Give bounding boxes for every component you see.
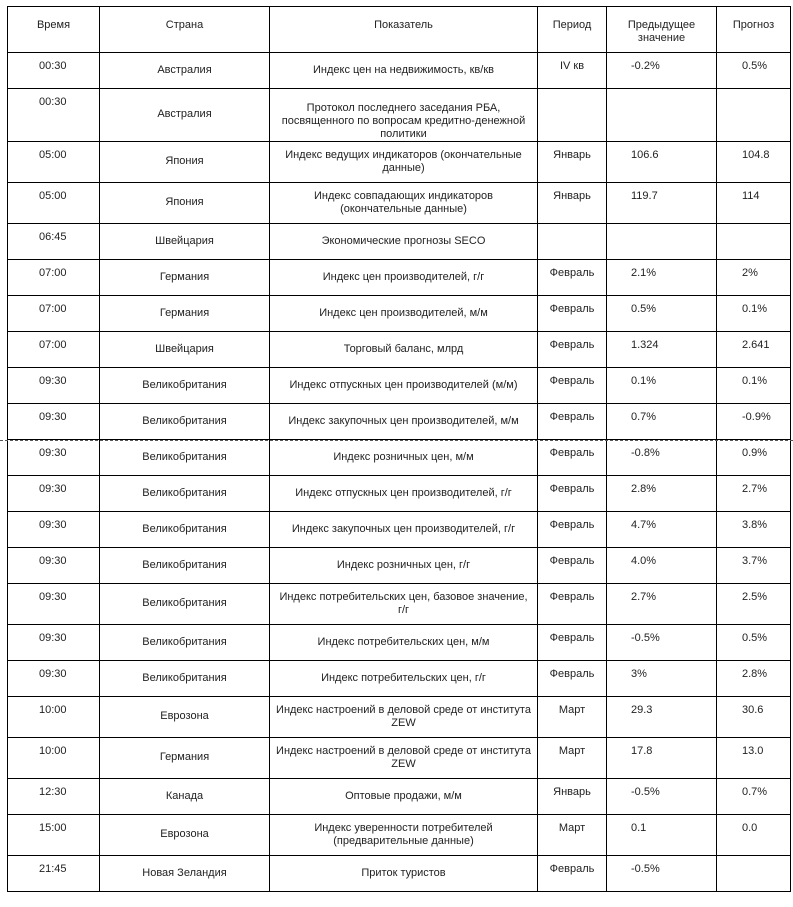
row-indicator: Индекс цен производителей, м/м <box>270 296 538 332</box>
row-country: Великобритания <box>100 476 270 512</box>
row-previous: -0.5% <box>607 625 717 661</box>
row-country: Япония <box>100 142 270 183</box>
row-indicator: Индекс настроений в деловой среде от института ZEW <box>270 697 538 738</box>
row-previous: -0.5% <box>607 856 717 892</box>
row-period: Январь <box>538 142 607 183</box>
row-indicator: Индекс потребительских цен, базовое значение, г/г <box>270 584 538 625</box>
header-time: Время <box>8 7 100 53</box>
row-previous: 0.1 <box>607 815 717 856</box>
row-country: Великобритания <box>100 548 270 584</box>
table-row <box>8 697 791 738</box>
row-indicator: Индекс ведущих индикаторов (окончательные данные) <box>270 142 538 183</box>
row-previous: 119.7 <box>607 183 717 224</box>
table-row <box>8 584 791 625</box>
row-period: Февраль <box>538 584 607 625</box>
row-time: 07:00 <box>8 296 100 332</box>
row-forecast <box>717 856 791 892</box>
row-time: 09:30 <box>8 625 100 661</box>
row-country: Канада <box>100 779 270 815</box>
header-previous: Предыдущее значение <box>607 7 717 53</box>
row-period: Февраль <box>538 625 607 661</box>
table-row <box>8 512 791 548</box>
table-row <box>8 260 791 296</box>
row-previous: 2.8% <box>607 476 717 512</box>
row-time: 05:00 <box>8 142 100 183</box>
row-forecast: 0.1% <box>717 368 791 404</box>
row-indicator: Индекс отпускных цен производителей (м/м) <box>270 368 538 404</box>
header-forecast: Прогноз <box>717 7 791 53</box>
row-forecast: 104.8 <box>717 142 791 183</box>
row-forecast: 3.7% <box>717 548 791 584</box>
row-country: Япония <box>100 183 270 224</box>
row-period: Февраль <box>538 661 607 697</box>
row-previous: 3% <box>607 661 717 697</box>
row-previous: 0.7% <box>607 404 717 440</box>
row-period: Март <box>538 738 607 779</box>
table-row <box>8 89 791 142</box>
economic-calendar-table <box>7 6 791 892</box>
header-indicator: Показатель <box>270 7 538 53</box>
row-period <box>538 89 607 142</box>
row-period: IV кв <box>538 53 607 89</box>
row-period: Февраль <box>538 260 607 296</box>
row-time: 09:30 <box>8 548 100 584</box>
row-forecast: 0.7% <box>717 779 791 815</box>
row-period: Февраль <box>538 296 607 332</box>
row-period: Февраль <box>538 368 607 404</box>
row-country: Швейцария <box>100 332 270 368</box>
row-forecast <box>717 224 791 260</box>
table-row <box>8 476 791 512</box>
row-indicator: Индекс потребительских цен, м/м <box>270 625 538 661</box>
row-previous <box>607 89 717 142</box>
row-time: 09:30 <box>8 584 100 625</box>
row-country: Новая Зеландия <box>100 856 270 892</box>
table-row <box>8 738 791 779</box>
table-row <box>8 661 791 697</box>
row-forecast: 0.1% <box>717 296 791 332</box>
row-forecast: 2.7% <box>717 476 791 512</box>
row-forecast <box>717 89 791 142</box>
row-period: Февраль <box>538 512 607 548</box>
row-forecast: 30.6 <box>717 697 791 738</box>
row-previous: 0.1% <box>607 368 717 404</box>
table-row <box>8 815 791 856</box>
row-forecast: 2.8% <box>717 661 791 697</box>
row-country: Австралия <box>100 89 270 142</box>
header-row <box>8 7 791 53</box>
row-forecast: 2% <box>717 260 791 296</box>
table-row <box>8 224 791 260</box>
row-indicator: Индекс розничных цен, м/м <box>270 440 538 476</box>
row-country: Швейцария <box>100 224 270 260</box>
row-indicator: Индекс розничных цен, г/г <box>270 548 538 584</box>
table-row <box>8 142 791 183</box>
table-row <box>8 183 791 224</box>
row-indicator: Экономические прогнозы SECO <box>270 224 538 260</box>
row-time: 09:30 <box>8 661 100 697</box>
row-time: 09:30 <box>8 476 100 512</box>
row-country: Еврозона <box>100 815 270 856</box>
row-time: 00:30 <box>8 89 100 142</box>
row-country: Великобритания <box>100 404 270 440</box>
row-time: 10:00 <box>8 738 100 779</box>
row-time: 12:30 <box>8 779 100 815</box>
row-forecast: 2.641 <box>717 332 791 368</box>
row-previous <box>607 224 717 260</box>
row-previous: 2.7% <box>607 584 717 625</box>
row-country: Германия <box>100 738 270 779</box>
row-forecast: 0.5% <box>717 53 791 89</box>
table-row <box>8 625 791 661</box>
row-indicator: Индекс закупочных цен производителей, г/г <box>270 512 538 548</box>
table-row <box>8 53 791 89</box>
table-row <box>8 332 791 368</box>
row-forecast: -0.9% <box>717 404 791 440</box>
row-indicator: Индекс уверенности потребителей (предварительные данные) <box>270 815 538 856</box>
row-period <box>538 224 607 260</box>
row-country: Германия <box>100 296 270 332</box>
page-break-divider <box>0 440 793 441</box>
row-country: Великобритания <box>100 440 270 476</box>
row-previous: -0.5% <box>607 779 717 815</box>
row-time: 07:00 <box>8 332 100 368</box>
row-indicator: Индекс цен на недвижимость, кв/кв <box>270 53 538 89</box>
row-previous: 106.6 <box>607 142 717 183</box>
row-indicator: Индекс потребительских цен, г/г <box>270 661 538 697</box>
row-time: 06:45 <box>8 224 100 260</box>
row-time: 09:30 <box>8 512 100 548</box>
row-time: 05:00 <box>8 183 100 224</box>
row-period: Январь <box>538 779 607 815</box>
row-previous: 29.3 <box>607 697 717 738</box>
row-period: Март <box>538 815 607 856</box>
row-indicator: Индекс совпадающих индикаторов (окончательные данные) <box>270 183 538 224</box>
row-country: Великобритания <box>100 661 270 697</box>
row-indicator: Оптовые продажи, м/м <box>270 779 538 815</box>
row-country: Еврозона <box>100 697 270 738</box>
row-time: 09:30 <box>8 404 100 440</box>
header-period: Период <box>538 7 607 53</box>
row-country: Великобритания <box>100 584 270 625</box>
row-indicator: Индекс отпускных цен производителей, г/г <box>270 476 538 512</box>
row-previous: 2.1% <box>607 260 717 296</box>
table-row <box>8 440 791 476</box>
row-indicator: Индекс настроений в деловой среде от института ZEW <box>270 738 538 779</box>
row-country: Великобритания <box>100 625 270 661</box>
row-forecast: 13.0 <box>717 738 791 779</box>
row-indicator: Протокол последнего заседания РБА, посвященного по вопросам кредитно-денежной политики <box>270 89 538 142</box>
row-previous: 17.8 <box>607 738 717 779</box>
row-previous: -0.2% <box>607 53 717 89</box>
row-indicator: Индекс закупочных цен производителей, м/м <box>270 404 538 440</box>
row-period: Февраль <box>538 332 607 368</box>
table-row <box>8 548 791 584</box>
row-period: Февраль <box>538 548 607 584</box>
row-time: 09:30 <box>8 440 100 476</box>
row-previous: 4.0% <box>607 548 717 584</box>
row-previous: 0.5% <box>607 296 717 332</box>
row-indicator: Торговый баланс, млрд <box>270 332 538 368</box>
row-country: Австралия <box>100 53 270 89</box>
table-body <box>8 53 791 892</box>
row-period: Январь <box>538 183 607 224</box>
row-time: 10:00 <box>8 697 100 738</box>
table-row <box>8 368 791 404</box>
row-previous: 4.7% <box>607 512 717 548</box>
row-previous: -0.8% <box>607 440 717 476</box>
row-time: 15:00 <box>8 815 100 856</box>
row-previous: 1.324 <box>607 332 717 368</box>
row-forecast: 0.9% <box>717 440 791 476</box>
row-time: 09:30 <box>8 368 100 404</box>
row-period: Февраль <box>538 440 607 476</box>
table-row <box>8 779 791 815</box>
table-row <box>8 404 791 440</box>
row-country: Великобритания <box>100 512 270 548</box>
row-period: Февраль <box>538 404 607 440</box>
row-country: Великобритания <box>100 368 270 404</box>
row-period: Март <box>538 697 607 738</box>
row-indicator: Индекс цен производителей, г/г <box>270 260 538 296</box>
row-time: 07:00 <box>8 260 100 296</box>
row-period: Февраль <box>538 856 607 892</box>
row-country: Германия <box>100 260 270 296</box>
table-row <box>8 296 791 332</box>
row-forecast: 114 <box>717 183 791 224</box>
row-forecast: 0.0 <box>717 815 791 856</box>
row-forecast: 0.5% <box>717 625 791 661</box>
row-period: Февраль <box>538 476 607 512</box>
row-time: 21:45 <box>8 856 100 892</box>
row-time: 00:30 <box>8 53 100 89</box>
header-country: Страна <box>100 7 270 53</box>
table-row <box>8 856 791 892</box>
row-forecast: 3.8% <box>717 512 791 548</box>
row-forecast: 2.5% <box>717 584 791 625</box>
row-indicator: Приток туристов <box>270 856 538 892</box>
